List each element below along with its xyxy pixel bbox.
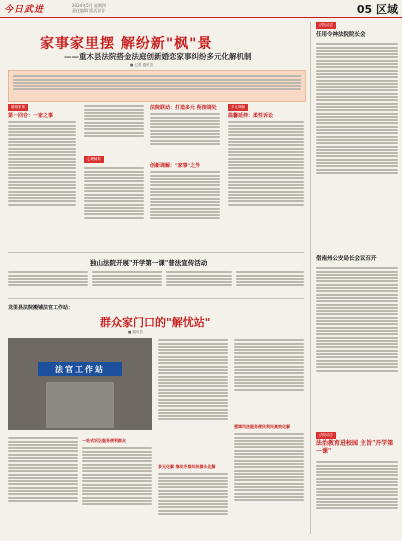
story2-col3	[158, 338, 228, 462]
masthead	[0, 0, 402, 18]
dateline-line-1: 2024年5月 星期四	[72, 3, 106, 8]
lead-intro-box	[8, 70, 306, 102]
right-body-1	[316, 42, 398, 242]
photo-doorway	[46, 382, 114, 428]
lead-col1-body	[8, 120, 76, 248]
lead-subheadline: ——重木县法院搭金法庭创新婚恋家事纠纷多元化解机制	[64, 52, 252, 61]
right-tag-3: 法院动态	[316, 432, 336, 439]
story2-headline: 群众家门口的"解忧站"	[100, 316, 211, 329]
right-title-2: 借南州公安局长会议召开	[316, 256, 377, 262]
lead-col2-body-top	[84, 104, 144, 152]
band-body-3	[166, 270, 232, 294]
band-rule-top	[8, 252, 304, 253]
lead-col3-body-top	[150, 112, 220, 160]
lead-col2-label: 心理辅导	[84, 156, 104, 163]
story2-col4-bottom	[234, 432, 304, 536]
right-tag-1: 法院动态	[316, 22, 336, 29]
band-body-1	[8, 270, 88, 294]
lead-col4-title: 温馨延伸：柔性诉讼	[228, 113, 274, 119]
story2-section-title: 一站式诉讼服务便利群众	[82, 438, 126, 443]
lead-col4-body	[228, 120, 304, 248]
lead-col3-title: 法院联动：打造多元 衔接调处	[150, 105, 217, 111]
section-title: 05 区域	[356, 3, 398, 16]
lead-headline: 家事家里摆 解纷新"枫"景	[40, 36, 213, 52]
story2-section-title-2: 多元化解 推动矛盾纠纷源头化解	[158, 464, 216, 469]
band-rule-bottom	[8, 298, 304, 299]
lead-byline: ■ 记者 通讯员	[130, 63, 154, 67]
dateline-line-2: 责任编辑 版式设计	[72, 8, 106, 13]
right-title-3: 法治教育进校园 主旨"开学第一课"	[316, 440, 394, 455]
story2-col1	[8, 436, 78, 536]
lead-col3-body	[150, 170, 220, 246]
lead-col3-subtitle: 创新调解："家事"之外	[150, 163, 201, 169]
lead-col1-title: 第一回合：一家之事	[8, 113, 54, 119]
lead-intro-text	[13, 74, 301, 98]
lead-col4-label: 多元调解	[228, 104, 248, 111]
lead-col1-label: 婚姻家事	[8, 104, 28, 111]
right-body-3	[316, 460, 398, 536]
column-divider	[310, 22, 311, 534]
story2-col3-bottom	[158, 472, 228, 536]
band-headline: 独山法院开展"开学第一课"普法宣传活动	[90, 259, 208, 267]
story2-section-title-3: 强调司法服务便民利民高效化解	[234, 424, 290, 429]
story2-kicker: 龙里县法院搬铺法官工作站：	[8, 305, 74, 311]
story2-byline: ■ 通讯员	[128, 330, 143, 334]
lead-col2-body	[84, 166, 144, 246]
story2-col2	[82, 446, 152, 536]
band-body-4	[236, 270, 304, 294]
band-body-2	[92, 270, 162, 294]
court-workstation-photo	[8, 338, 152, 430]
dateline	[72, 3, 106, 13]
story2-col4	[234, 338, 304, 420]
right-body-2	[316, 266, 398, 426]
newspaper-logo: 今日武进	[4, 5, 45, 15]
right-title-1: 任用令神法院院长会	[316, 32, 366, 38]
photo-sign: 法官工作站	[38, 362, 122, 376]
